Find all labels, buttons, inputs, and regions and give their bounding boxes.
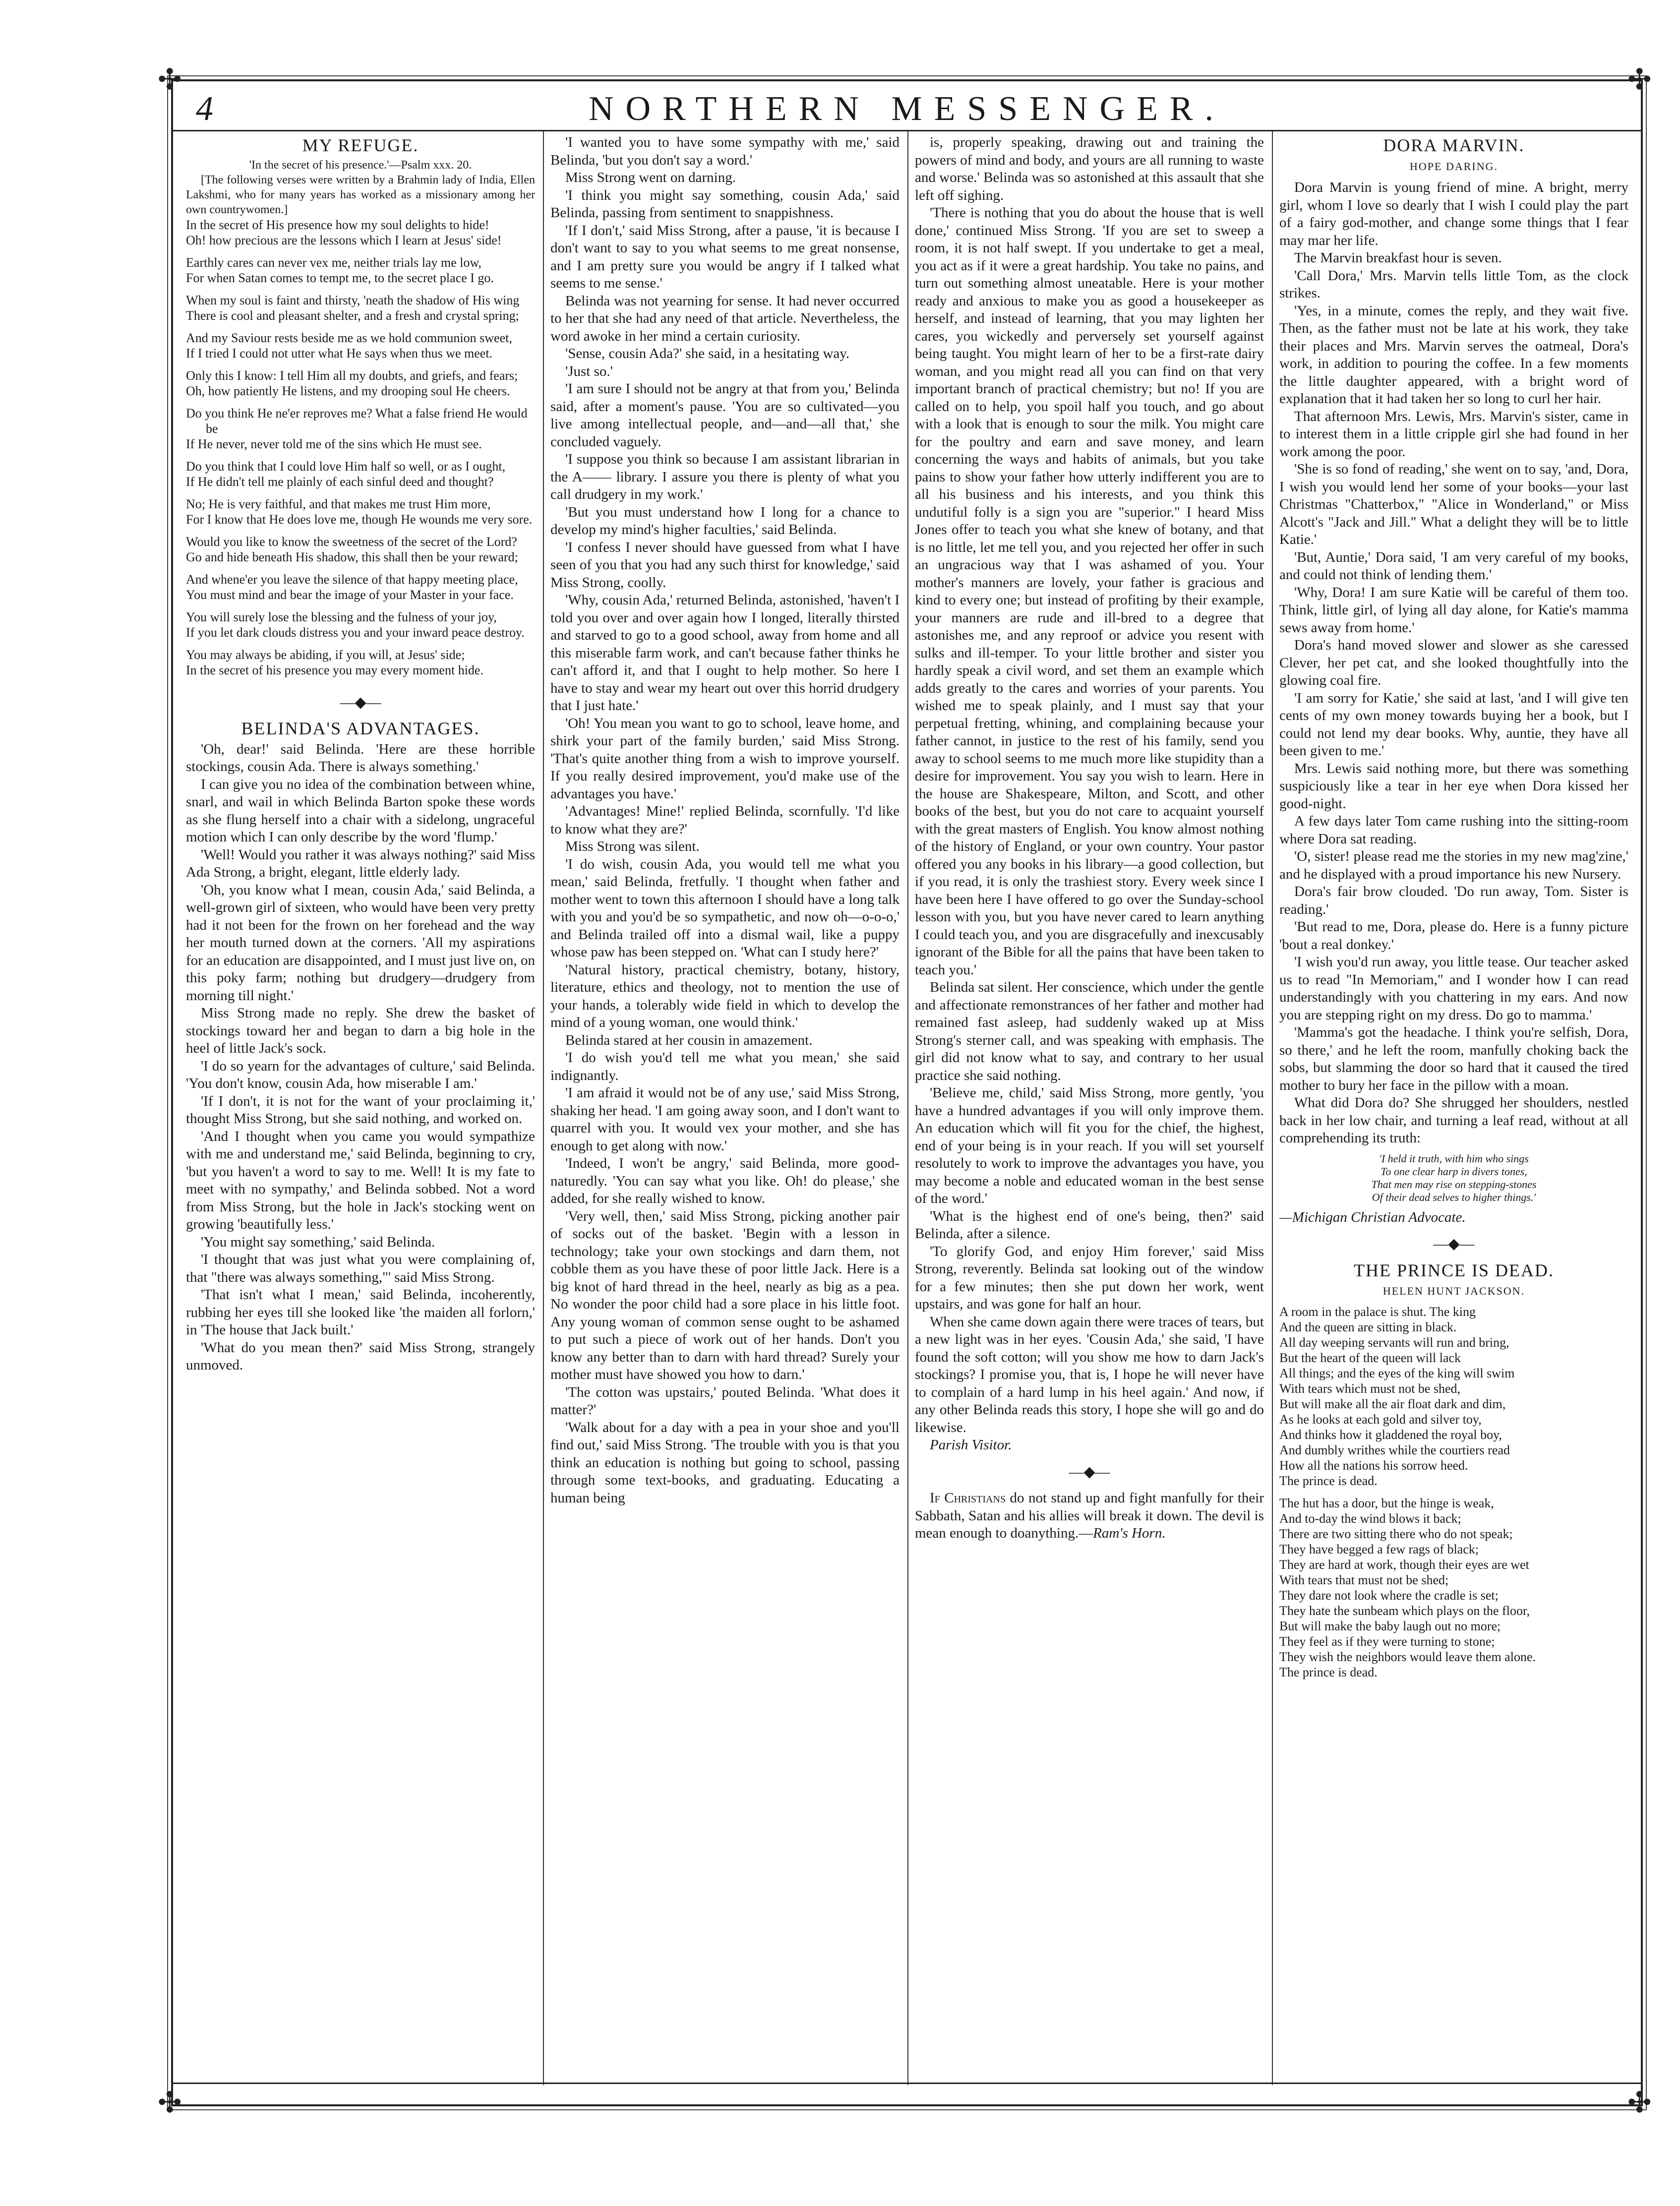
poem-line: And to-day the wind blows it back; [1279,1511,1461,1526]
stanza-break [186,399,535,406]
dora-attribution: —Michigan Christian Advocate. [1279,1209,1466,1225]
paragraph: 'Well! Would you rather it was always nothing?' said Miss Ada Strong, a bright, elegant, little elderly lady. [186,846,535,880]
paragraph: 'Yes, in a minute, comes the reply, and they wait five. Then, as the father must not be late at his work, they take their places and Mrs. Marvin serves the oatmeal, Dora's work, in addition to pouring the coffee. In a few moments the little daughter appeared, with a bright word of explanation that it had taken her so long to curl her hair. [1279,302,1628,407]
paragraph: Dora's fair brow clouded. 'Do run away, Tom. Sister is reading.' [1279,884,1628,917]
poem-line: With tears that must not be shed; [1279,1572,1449,1587]
paragraph: 'Oh, you know what I mean, cousin Ada,' said Belinda, a well-grown girl of sixteen, who would have been very pretty had it not been for the frown on her forehead and the way her mouth turned down at the corners. 'All my aspirations for an education are disappointed, and I must just live on, on this poky farm; nothing but drudgery—drudgery from morning till night.' [186,882,535,1004]
poem-line: No; He is very faithful, and that makes me trust Him more, [186,496,491,511]
stanza-break [186,286,535,293]
paragraph: I can give you no idea of the combination between whine, snarl, and wail in which Belinda Barton spoke these words as she flung herself into a chair with a sidelong, ungraceful motion which I can only describe by the word 'flump.' [186,776,535,845]
poem-line: They have begged a few rags of black; [1279,1542,1479,1556]
paragraph: 'I thought that was just what you were complaining of, that "there was always something,"' said Miss Strong. [186,1252,535,1285]
paragraph: 'O, sister! please read me the stories in my new mag'zine,' and he displayed with a proud importance his new Nursery. [1279,848,1628,882]
poem-line: A room in the palace is shut. The king [1279,1304,1476,1319]
poem-line: If He didn't tell me plainly of each sinful deed and thought? [186,474,494,489]
paragraph: 'I suppose you think so because I am assistant librarian in the A—— library. I assure you there is plenty of what you call drudgery in my work.' [550,451,900,502]
stanza-break [186,678,535,685]
poem-line: Go and hide beneath His shadow, this shall then be your reward; [186,549,518,564]
paragraph: 'There is nothing that you do about the house that is well done,' continued Miss Strong. 'If you are set to sweep a room, it is not half swept. If you undertake to get a meal, you act as if it were a great hardship. You take no pains, and turn out something almost uneatable. Here is your mother ready and anxious to make you as good a housekeeper as herself, and instead of learning, that you may lighten her cares, you wickedly and perversely set yourself against being taught. You might learn of her to be a first-rate dairy woman, and you might read all you can find on that very important branch of practical chemistry; but no! If you are called on to help, you spoil half you touch, and go about with a look that is enough to sour the milk. You might care for the poultry and earn and save money, and learn concerning the ways and habits of animals, but you take pains to show your father how utterly indifferent you are to all his business and his interests, and you think this undutiful folly is a sign you are "superior." I heard Miss Jones offer to teach you what she knew of botany, and that is no little, let me tell you, and you rejected her offer in such an ungracious way that I was ashamed of you. Your mother's manners are lovely, your father is gracious and kind to every one; but instead of profiting by their example, your manners are rude and ill-bred to a degree that astonishes me, and any reproof or advice you resent with sulks and ill-temper. To your little brother and sister you hardly speak a civil word, and set them an example which adds greatly to the cares and worries of your parents. You wished me to speak plainly, and I must say that your perpetual fretting, whining, and complaining because your father cannot, in justice to the rest of his family, send you away to school seems to me much more like stupidity than a desire for improvement. You say you wish to learn. Here in the house are Shakespeare, Milton, and Scott, and other books of the best, but you do not care to acquaint yourself with the great masters of English. You know almost nothing of the history of England, or your own country. Your pastor offered you any books in his library—a good collection, but if you read, it is only the trashiest story. Every week since I have been here I have offered to go over the Sunday-school lesson with you, but you have never cared to learn anything I could teach you, and you are disgracefully and inexcusably ignorant of the Bible for all the pains that have been taken to teach you.' [915,205,1264,978]
stanza-break [186,565,535,572]
poem-line: If you let dark clouds distress you and your inward peace destroy. [186,625,525,640]
paragraph: Dora's hand moved slower and slower as she caressed Clever, her pet cat, and she looked thoughtfully into the glowing coal fire. [1279,637,1628,688]
belinda-story-part-3 [915,134,1264,1436]
poem-line: They wish the neighbors would leave them alone. [1279,1649,1536,1664]
paragraph: 'But you must understand how I long for a chance to develop my mind's higher faculties,' said Belinda. [550,504,900,537]
paragraph: 'Oh! You mean you want to go to school, leave home, and shirk your part of the family burden,' said Miss Strong. 'That's quite another thing from a wish to improve yourself. If you really desired improvement, you'd make use of the advantages you have.' [550,715,900,802]
paragraph: 'Very well, then,' said Miss Strong, picking another pair of socks out of the basket. 'Begin with a lesson in technology; take your own stockings and darn them, not cobble them as you have these of poor little Jack. Here is a big knot of hard thread in the heel, nearly as big as a pea. No wonder the poor child had a sore place in his little foot. Any young woman of common sense ought to be ashamed to put such a piece of work out of her hands. Don't you know any better than to darn with hard thread? Surely your mother must have showed you how to darn.' [550,1208,900,1382]
paragraph: 'I do so yearn for the advantages of culture,' said Belinda. 'You don't know, cousin Ada, how miserable I am.' [186,1058,535,1091]
paragraph: When she came down again there were traces of tears, but a new light was in her eyes. 'Cousin Ada,' she said, 'I have found the soft cotton; will you show me how to darn Jack's stockings? I promise you, that is, I hope he will never have to complain of a hard lump in his heel again.' And now, if any other Belinda reads this story, I hope she will go and do likewise. [915,1313,1264,1435]
paragraph: Miss Strong made no reply. She drew the basket of stockings toward her and began to darn a big hole in the heel of little Jack's sock. [186,1005,535,1056]
prince-byline: HELEN HUNT JACKSON. [1382,1285,1525,1297]
paragraph: Belinda was not yearning for sense. It had never occurred to her that she had any need of that article. Nevertheless, the word awoke in her mind a certain curiosity. [550,293,900,344]
corner-ornament-bottom-left: ✣ [158,2087,182,2119]
column-rule-2 [907,131,908,2085]
poem-line: And whene'er you leave the silence of that happy meeting place, [186,572,518,587]
poem-line: For I know that He does love me, though He wounds me very sore. [186,512,533,527]
paragraph: 'Why, cousin Ada,' returned Belinda, astonished, 'haven't I told you over and over again how I longed, literally thirsted and starved to go to a good school, away from home and all this miserable farm work, and can't because father thinks he can't afford it, and that I ought to help mother. So here I have to stay and wear my heart out over this horrid drudgery that I just hate.' [550,592,900,714]
dora-story [1279,179,1628,1147]
page-number: 4 [196,90,213,128]
poem-line: The hut has a door, but the hinge is weak, [1279,1495,1494,1510]
stanza-break [186,248,535,255]
refuge-title: MY REFUGE. [302,135,419,155]
poem-line: You will surely lose the blessing and the fulness of your joy, [186,609,497,624]
paragraph: 'Call Dora,' Mrs. Marvin tells little Tom, as the clock strikes. [1279,267,1628,301]
poem-line: But will make the baby laugh out no more; [1279,1618,1501,1633]
paragraph: 'Oh, dear!' said Belinda. 'Here are these horrible stockings, cousin Ada. There is always something.' [186,741,535,775]
story-attribution [915,1436,1264,1454]
stanza-break [186,323,535,330]
paragraph: Belinda stared at her cousin in amazement. [565,1032,813,1048]
paragraph: 'Advantages! Mine!' replied Belinda, scornfully. 'I'd like to know what they are?' [550,803,900,837]
dora-byline: HOPE DARING. [1410,160,1498,173]
stanza-break [186,361,535,368]
paragraph: 'And I thought when you came you would sympathize with me and understand me,' said Belinda, beginning to cry, 'but you haven't a word to say to me. Well! It is my fate to meet with no sympathy,' and Belinda sobbed. Not a word from Miss Strong, but the hole in Jack's stocking went on growing 'beautifully less.' [186,1128,535,1232]
poem-line: And the queen are sitting in black. [1279,1319,1457,1334]
column-2 [550,134,900,2083]
section-separator: —◆— [340,694,381,711]
page-header [171,89,1643,129]
refuge-poem [186,217,535,685]
paragraph: 'Natural history, practical chemistry, botany, history, literature, ethics and theology, not to mention the use of your hands, a tolerably wide field in which to develop the mind of a young woman, one would think.' [550,961,900,1030]
poem-line: They hate the sunbeam which plays on the floor, [1279,1603,1530,1618]
corner-ornament-top-left: ✣ [158,63,182,96]
paragraph: Mrs. Lewis said nothing more, but there was something suspiciously like a tear in her eye when Dora kissed her good-night. [1279,760,1628,812]
refuge-note: [The following verses were written by a Brahmin lady of India, Ellen Lakshmi, who for many years has worked as a missionary among her own countrywomen.] [186,173,535,216]
column-4 [1279,134,1628,2083]
poem-line: Would you like to know the sweetness of the secret of the Lord? [186,534,517,549]
paragraph: Miss Strong was silent. [565,838,700,854]
attribution-text: Parish Visitor. [930,1437,1012,1453]
paragraph: 'She is so fond of reading,' she went on to say, 'and, Dora, I wish you would lend her some of your books—your last Christmas "Chatterbox," "Alice in Wonderland," or Miss Alcott's "Jack and Jill." What a delight they will be to little Katie.' [1279,461,1628,547]
paragraph: 'Sense, cousin Ada?' she said, in a hesitating way. [565,346,850,361]
paragraph: 'I wanted you to have some sympathy with me,' said Belinda, 'but you don't say a word.' [550,134,900,168]
column-rule-1 [543,131,544,2085]
paragraph: Dora Marvin is young friend of mine. A bright, merry girl, whom I love so dearly that I wish I could play the part of a fairy god-mother, and change some things that I fear may mar her life. [1279,179,1628,248]
poem-line: You must mind and bear the image of your Master in your face. [186,587,514,602]
paragraph: 'I am sorry for Katie,' she said at last, 'and I will give ten cents of my own money towards buying her a book, but I could not lend my dear books. Why, auntie, they have all been given to me.' [1279,690,1628,759]
poem-line: In the secret of his presence you may every moment hide. [186,662,483,677]
paragraph: 'Why, Dora! I am sure Katie will be careful of them too. Think, little girl, of lying all day alone, for Katie's mamma sews away from home.' [1279,584,1628,636]
poem-line: With tears which must not be shed, [1279,1381,1461,1396]
belinda-story-part-1 [186,741,535,1374]
paragraph: A few days later Tom came rushing into the sitting-room where Dora sat reading. [1279,813,1628,847]
paragraph: 'That isn't what I mean,' said Belinda, incoherently, rubbing her eyes till she looked like 'the maiden all forlorn,' in 'The house that Jack built.' [186,1287,535,1338]
poem-line: Do you think He ne'er reproves me? What a false friend He would be [186,406,528,436]
paragraph: 'You might say something,' said Belinda. [201,1234,435,1250]
christians-attribution: Ram's Horn. [1093,1525,1166,1541]
poem-line: When my soul is faint and thirsty, 'neath the shadow of His wing [186,293,520,307]
poem-line: But the heart of the queen will lack [1279,1350,1461,1365]
header-rule [171,130,1643,131]
christians-lead: If Christians [930,1490,1006,1506]
poem-line: Earthly cares can never vex me, neither trials lay me low, [186,255,482,270]
paragraph: What did Dora do? She shrugged her shoulders, nestled back in her low chair, and turning a leaf read, without at all comprehending its truth: [1279,1095,1628,1146]
column-rule-3 [1272,131,1273,2085]
poem-line: But will make all the air float dark and dim, [1279,1396,1506,1411]
paragraph: 'I wish you'd run away, you little tease. Our teacher asked us to read "In Memoriam," and I wonder how I can read understandingly with you chattering in my ears. And now you are stepping right on my dress. Do go to mamma.' [1279,954,1628,1023]
poem-line: Oh! how precious are the lessons which I learn at Jesus' side! [186,233,502,247]
poem-line: If I tried I could not utter what He says when thus we meet. [186,346,493,360]
paragraph: 'But read to me, Dora, please do. Here is a funny picture 'bout a real donkey.' [1279,919,1628,953]
paragraph: 'I am afraid it would not be of any use,' said Miss Strong, shaking her head. 'I am going away soon, and I don't want to quarrel with you. It would vex your mother, and she has enough to get along with now.' [550,1085,900,1154]
paragraph: The Marvin breakfast hour is seven. [1294,250,1502,266]
poem-line: All things; and the eyes of the king will swim [1279,1366,1515,1380]
poem-line: All day weeping servants will run and bring, [1279,1335,1509,1350]
prince-poem [1279,1304,1628,1680]
paragraph: 'Walk about for a day with a pea in your shoe and you'll find out,' said Miss Strong. 'The trouble with you is that you think an education is nothing but going to school, passing through some text-books, and graduating. Educating a human being [550,1419,900,1506]
stanza-break [186,452,535,459]
stanza-break [1279,1489,1628,1495]
paragraph: Miss Strong went on darning. [565,170,736,185]
prince-title: THE PRINCE IS DEAD. [1354,1260,1554,1280]
paragraph: 'But, Auntie,' Dora said, 'I am very careful of my books, and could not think of lending them.' [1279,549,1628,583]
paragraph: 'Indeed, I won't be angry,' said Belinda, more good-naturedly. 'You can say what you like. Oh! do please,' she added, for she really wished to know. [550,1155,900,1206]
dora-quotation [1279,1152,1628,1204]
poem-line: For when Satan comes to tempt me, to the secret place I go. [186,270,494,285]
paragraph: 'To glorify God, and enjoy Him forever,' said Miss Strong, reverently. Belinda sat looking out of the window for a few minutes; then she put down her work, went upstairs, and was gone for half an hour. [915,1243,1264,1312]
poem-line: And dumbly writhes while the courtiers read [1279,1442,1510,1457]
quote-line: 'I held it truth, with him who sings [1379,1152,1529,1165]
paragraph: 'If I don't,' said Miss Strong, after a pause, 'it is because I don't want to say to you what seems to me great nonsense, and I am pretty sure you would be angry if I talked what seems to me sense.' [550,222,900,291]
poem-line: As he looks at each gold and silver toy, [1279,1412,1482,1427]
footer-rule [171,2083,1643,2084]
poem-line: They dare not look where the cradle is set; [1279,1588,1499,1603]
poem-line: They feel as if they were turning to stone; [1279,1634,1495,1649]
stanza-break [186,527,535,534]
poem-line: Only this I know: I tell Him all my doubts, and griefs, and fears; [186,368,518,383]
poem-line: There is cool and pleasant shelter, and a fresh and crystal spring; [186,308,519,323]
stanza-break [186,602,535,609]
paragraph: 'Believe me, child,' said Miss Strong, more gently, 'you have a hundred advantages if you will only improve them. An education which will fit you for the chief, the highest, end of your being is in your reach. If you will set yourself resolutely to work to improve the advantages you have, you may become a noble and educated woman in the best sense of the word.' [915,1085,1264,1206]
paragraph: 'If I don't, it is not for the want of your proclaiming it,' thought Miss Strong, but she said nothing, and worked on. [186,1093,535,1127]
paragraph: 'I do wish, cousin Ada, you would tell me what you mean,' said Belinda, fretfully. 'I thought when father and mother went to town this afternoon I should have a long talk with you and you'd be so sympathetic, and now oh—o-o-o,' and Belinda trailed off into a dismal wail, like a puppy whose paw has been stepped on. 'What can I study here?' [550,856,900,960]
paragraph: 'The cotton was upstairs,' pouted Belinda. 'What does it matter?' [550,1384,900,1418]
paragraph: 'I confess I never should have guessed from what I have seen of you that you had any such thirst for knowledge,' said Miss Strong, coolly. [550,539,900,591]
paragraph: 'I think you might say something, cousin Ada,' said Belinda, passing from sentiment to snappishness. [550,187,900,221]
poem-line: Do you think that I could love Him half so well, or as I ought, [186,459,506,474]
paragraph: 'I am sure I should not be angry at that from you,' Belinda said, after a moment's pause. 'You are so cultivated—you live among intellectual people, and—and—all that,' she concluded vaguely. [550,381,900,450]
belinda-title: BELINDA'S ADVANTAGES. [241,718,480,738]
paragraph: 'What is the highest end of one's being, then?' said Belinda, after a silence. [915,1208,1264,1242]
poem-line: There are two sitting there who do not speak; [1279,1526,1513,1541]
dora-title: DORA MARVIN. [1383,135,1525,155]
poem-line: Oh, how patiently He listens, and my drooping soul He cheers. [186,383,510,398]
column-3 [915,134,1264,2083]
corner-ornament-top-right: ✣ [1627,63,1652,96]
poem-line: The prince is dead. [1279,1665,1378,1679]
paragraph: 'I do wish you'd tell me what you mean,' she said indignantly. [550,1050,900,1083]
paragraph: Belinda sat silent. Her conscience, which under the gentle and affectionate remonstrances of her father and mother had remained fast asleep, had suddenly waked up at Miss Strong's sterner call, and was speaking with emphasis. The girl did not know what to say, and contrary to her usual practice she said nothing. [915,979,1264,1083]
paragraph: 'What do you mean then?' said Miss Strong, strangely unmoved. [186,1339,535,1373]
stanza-break [186,489,535,496]
poem-line: If He never, never told me of the sins which He must see. [186,436,482,451]
refuge-epigraph: 'In the secret of his presence.'—Psalm xxx. 20. [249,158,472,172]
paragraph: That afternoon Mrs. Lewis, Mrs. Marvin's sister, came in to interest them in a little cripple girl she had found in her work among the poor. [1279,408,1628,460]
quote-line: To one clear harp in divers tones, [1380,1165,1527,1178]
stanza-break [186,640,535,647]
christians-paragraph [915,1490,1264,1543]
section-separator: —◆— [1433,1236,1475,1252]
column-1 [186,134,535,2083]
poem-line: And my Saviour rests beside me as we hold communion sweet, [186,330,512,345]
masthead-title: NORTHERN MESSENGER. [588,90,1226,128]
corner-ornament-bottom-right: ✣ [1627,2087,1652,2119]
section-separator: —◆— [1069,1463,1110,1480]
paragraph: is, properly speaking, drawing out and training the powers of mind and body, and yours are all running to waste and worse.' Belinda was so astonished at this assault that she left off sighing. [915,134,1264,203]
christians-text: do not stand up and fight manfully for their Sabbath, Satan and his allies will break it down. The devil is mean enough to doanything.— [915,1490,1264,1541]
belinda-story-part-2 [550,134,900,1507]
paragraph: 'Just so.' [565,363,613,379]
poem-line: The prince is dead. [1279,1473,1378,1488]
quote-line: Of their dead selves to higher things.' [1372,1191,1536,1203]
poem-line: You may always be abiding, if you will, at Jesus' side; [186,647,465,662]
poem-line: They are hard at work, though their eyes are wet [1279,1557,1529,1572]
paragraph: 'Mamma's got the headache. I think you're selfish, Dora, so there,' and he left the room, manfully choking back the sobs, but slamming the door so hard that it caused the tired mother to bury her face in the pillow with a moan. [1279,1024,1628,1093]
poem-line: In the secret of His presence how my soul delights to hide! [186,217,489,232]
poem-line: How all the nations his sorrow heed. [1279,1458,1468,1473]
poem-line: And thinks how it gladdened the royal boy, [1279,1427,1502,1442]
quote-line: That men may rise on stepping-stones [1371,1178,1537,1191]
